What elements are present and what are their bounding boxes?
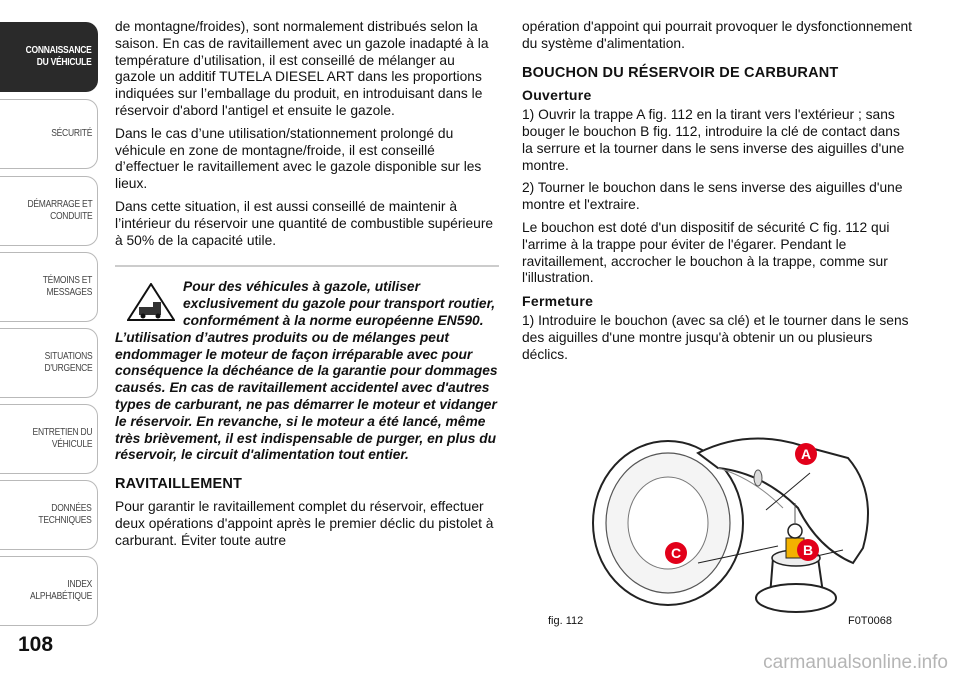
- warning-vehicle-icon: [127, 283, 175, 321]
- section-heading: RAVITAILLEMENT: [115, 476, 243, 493]
- left-column: [115, 19, 499, 555]
- subheading: Ouverture: [522, 87, 592, 104]
- section-heading: BOUCHON DU RÉSERVOIR DE CARBURANT: [522, 64, 839, 81]
- tab-demarrage-et-conduite[interactable]: DÉMARRAGE ET CONDUITE: [0, 176, 98, 246]
- paragraph: de montagne/froides), sont normalement distribués selon la saison. En cas de ravitaillement avec un gazole inadapté à la température d’utilisation, il est conseillé de mélanger au gazole un additif TUTELA DIESEL ART dans les proportions indiquées sur l’emballage du produit, en introduisant dans le réservoir d'abord l'antigel et ensuite le gazole.: [115, 19, 489, 118]
- chapter-sidebar: [0, 22, 100, 632]
- tab-entretien-du-vehicule[interactable]: ENTRETIEN DU VÉHICULE: [0, 404, 98, 474]
- paragraph: 1) Ouvrir la trappe A fig. 112 en la tirant vers l'extérieur ; sans bouger le bouchon B fig. 112, introduire la clé de contact dans la serrure et la tourner dans le sens inverse des aiguilles d'une montre.: [522, 107, 905, 173]
- tab-situations-durgence[interactable]: SITUATIONS D'URGENCE: [0, 328, 98, 398]
- figure-caption: [548, 615, 892, 627]
- right-column: [522, 19, 912, 369]
- tab-index-alphabetique[interactable]: INDEX ALPHABÉTIQUE: [0, 556, 98, 626]
- page-number: 108: [18, 633, 54, 656]
- paragraph: Dans cette situation, il est aussi conseillé de maintenir à l’intérieur du réservoir une quantité de combustible supérieure à 50% de la capacité utile.: [115, 198, 494, 248]
- tab-temoins-et-messages[interactable]: TÉMOINS ET MESSAGES: [0, 252, 98, 322]
- fuel-cap-figure: [548, 398, 892, 632]
- paragraph: 1) Introduire le bouchon (avec sa clé) et le tourner dans le sens des aiguilles d'une montre jusqu'à obtenir un ou plusieurs déclics.: [522, 312, 909, 362]
- paragraph: opération d'appoint qui pourrait provoquer le dysfonctionnement du système d'alimentation.: [522, 19, 912, 51]
- tab-connaissance-du-vehicule[interactable]: CONNAISSANCE DU VÉHICULE: [0, 22, 98, 92]
- warning-box: [115, 279, 499, 464]
- callout-a: A: [800, 446, 812, 462]
- warning-text: Pour des véhicules à gazole, utiliser exclusivement du gazole pour transport routier, conformément à la norme européenne EN590. L’utilisation d’autres produits ou de mélanges peut endommager le moteur de façon irréparable avec pour conséquence la déchéance de la garantie pour dommages causés. En cas de ravitaillement accidentel avec d'autres types de carburant, ne pas démarrer le moteur et vidanger le réservoir. En revanche, si le moteur a été lancé, même très brièvement, il est indispensable de purger, en plus du réservoir, le circuit d'alimentation tout entier.: [115, 279, 498, 463]
- subheading: Fermeture: [522, 293, 594, 310]
- paragraph: Dans le cas d’une utilisation/stationnement prolongé du véhicule en zone de montagne/froide, il est conseillé d’effectuer le ravitaillement avec le gazole disponible sur les lieux.: [115, 125, 482, 192]
- figure-code: F0T0068: [847, 615, 892, 627]
- tab-donnees-techniques[interactable]: DONNÉES TECHNIQUES: [0, 480, 98, 550]
- paragraph: 2) Tourner le bouchon dans le sens inverse des aiguilles d'une montre et l'extraire.: [522, 180, 903, 213]
- figure-number: fig. 112: [548, 615, 584, 627]
- watermark: carmanualsonline.info: [763, 652, 948, 673]
- divider: [115, 265, 499, 267]
- callout-c: C: [670, 545, 682, 561]
- tab-securite[interactable]: SÉCURITÉ: [0, 99, 98, 169]
- paragraph: Le bouchon est doté d'un dispositif de sécurité C fig. 112 qui l'arrime à la trappe pour éviter de l'égarer. Pendant le ravitaillement, accrocher le bouchon à la trappe, comme sur l'illustration.: [522, 219, 890, 286]
- callout-b: B: [802, 542, 814, 558]
- paragraph: Pour garantir le ravitaillement complet du réservoir, effectuer deux opérations d'appoint après le premier déclic du pistolet à carburant. Éviter toute autre: [115, 498, 494, 548]
